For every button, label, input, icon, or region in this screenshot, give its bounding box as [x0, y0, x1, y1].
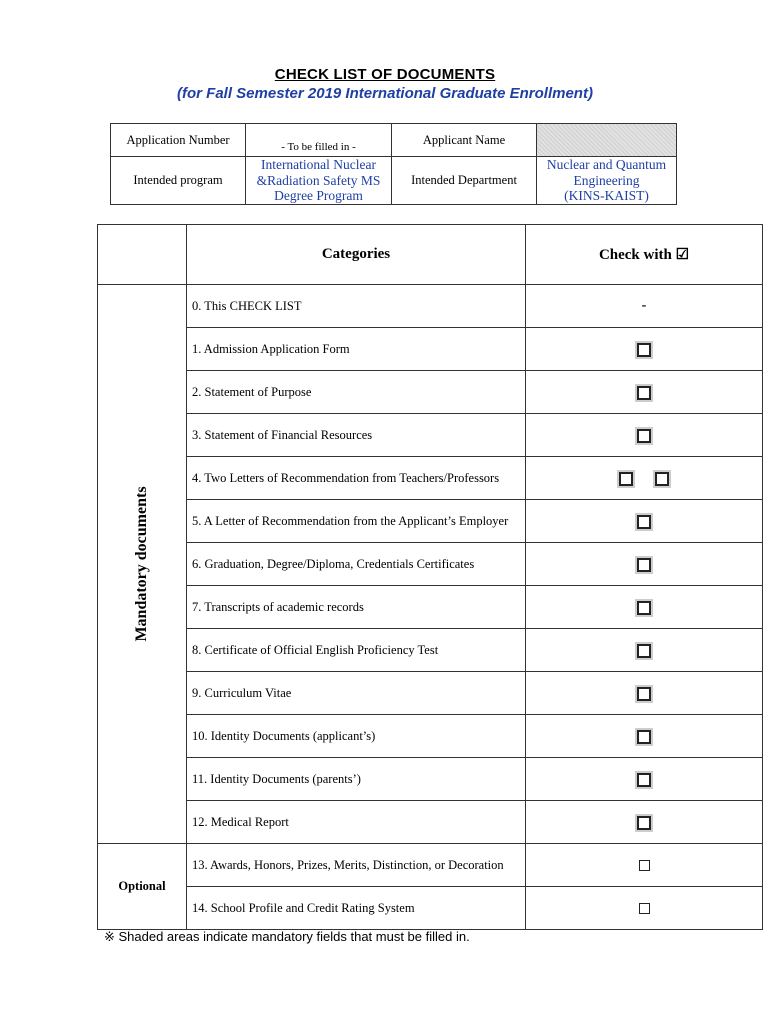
checklist-row [98, 844, 763, 887]
checklist-row [98, 758, 763, 801]
checkbox[interactable] [637, 343, 651, 357]
checklist-row [98, 629, 763, 672]
intended-department-line: Nuclear and Quantum [546, 157, 667, 172]
checkbox[interactable] [637, 816, 651, 830]
check-cell [526, 500, 763, 543]
intended-department-value [537, 157, 677, 205]
optional-group-label: Optional [98, 844, 187, 930]
applicant-name-label: Applicant Name [392, 124, 537, 157]
checklist-row [98, 328, 763, 371]
checkbox[interactable] [637, 773, 651, 787]
intended-program-line: &Radiation Safety MS [256, 172, 381, 188]
checkbox[interactable] [637, 386, 651, 400]
document-category: 4. Two Letters of Recommendation from Teachers/Professors [187, 457, 526, 500]
document-category: 8. Certificate of Official English Proficiency Test [187, 629, 526, 672]
checkbox[interactable] [637, 601, 651, 615]
header-corner [98, 225, 187, 285]
document-category: 1. Admission Application Form [187, 328, 526, 371]
checkbox[interactable] [637, 515, 651, 529]
check-cell [526, 543, 763, 586]
document-category: 7. Transcripts of academic records [187, 586, 526, 629]
document-category: 10. Identity Documents (applicant’s) [187, 715, 526, 758]
check-header: Check with ☑ [526, 225, 763, 285]
document-category: 11. Identity Documents (parents’) [187, 758, 526, 801]
check-cell [526, 887, 763, 930]
checklist-row [98, 414, 763, 457]
application-number-field: - To be filled in - [246, 124, 392, 157]
applicant-name-field[interactable] [537, 124, 677, 157]
document-category: 5. A Letter of Recommendation from the Applicant’s Employer [187, 500, 526, 543]
checkbox[interactable] [637, 429, 651, 443]
check-cell [526, 715, 763, 758]
checkbox[interactable] [637, 730, 651, 744]
document-category: 6. Graduation, Degree/Diploma, Credentials Certificates [187, 543, 526, 586]
check-dash: - [641, 298, 647, 313]
checklist-row [98, 500, 763, 543]
checklist-row [98, 586, 763, 629]
intended-program-value [246, 157, 392, 205]
check-cell [526, 414, 763, 457]
checklist-table [97, 224, 763, 930]
check-cell [526, 371, 763, 414]
check-cell [526, 844, 763, 887]
document-title: CHECK LIST OF DOCUMENTS [274, 66, 496, 83]
intended-program-label: Intended program [111, 157, 246, 205]
checkbox[interactable] [637, 558, 651, 572]
document-category: 0. This CHECK LIST [187, 285, 526, 328]
check-cell [526, 801, 763, 844]
intended-department-line: (KINS-KAIST) [564, 188, 649, 203]
application-number-label: Application Number [111, 124, 246, 157]
checklist-row [98, 887, 763, 930]
document-category: 14. School Profile and Credit Rating System [187, 887, 526, 930]
checkbox[interactable] [639, 860, 650, 871]
document-category: 9. Curriculum Vitae [187, 672, 526, 715]
intended-department-line: Engineering [573, 172, 640, 188]
check-cell [526, 629, 763, 672]
checkbox[interactable] [619, 472, 633, 486]
check-cell [526, 457, 763, 500]
categories-header: Categories [187, 225, 526, 285]
checklist-row [98, 457, 763, 500]
checklist-header-row [98, 225, 763, 285]
check-cell [526, 285, 763, 328]
checklist-row [98, 672, 763, 715]
document-category: 12. Medical Report [187, 801, 526, 844]
mandatory-group-label: Mandatory documents [133, 486, 150, 642]
check-cell [526, 758, 763, 801]
check-cell [526, 328, 763, 371]
document-subtitle: (for Fall Semester 2019 International Graduate Enrollment) [177, 85, 593, 102]
checkbox[interactable] [637, 687, 651, 701]
checklist-row [98, 543, 763, 586]
document-category: 2. Statement of Purpose [187, 371, 526, 414]
checklist-row [98, 371, 763, 414]
document-category: 3. Statement of Financial Resources [187, 414, 526, 457]
checkbox[interactable] [639, 903, 650, 914]
check-cell [526, 672, 763, 715]
checklist-row [98, 285, 763, 328]
checklist-row [98, 801, 763, 844]
intended-department-label: Intended Department [392, 157, 537, 205]
footnote: ※ Shaded areas indicate mandatory fields that must be filled in. [104, 929, 470, 944]
mandatory-group-cell [98, 285, 187, 844]
document-category: 13. Awards, Honors, Prizes, Merits, Distinction, or Decoration [187, 844, 526, 887]
checklist-row [98, 715, 763, 758]
intended-program-line: Degree Program [274, 188, 363, 203]
checkbox[interactable] [655, 472, 669, 486]
checkbox[interactable] [637, 644, 651, 658]
check-cell [526, 586, 763, 629]
applicant-info-table [110, 123, 677, 205]
intended-program-line: International Nuclear [260, 157, 377, 172]
